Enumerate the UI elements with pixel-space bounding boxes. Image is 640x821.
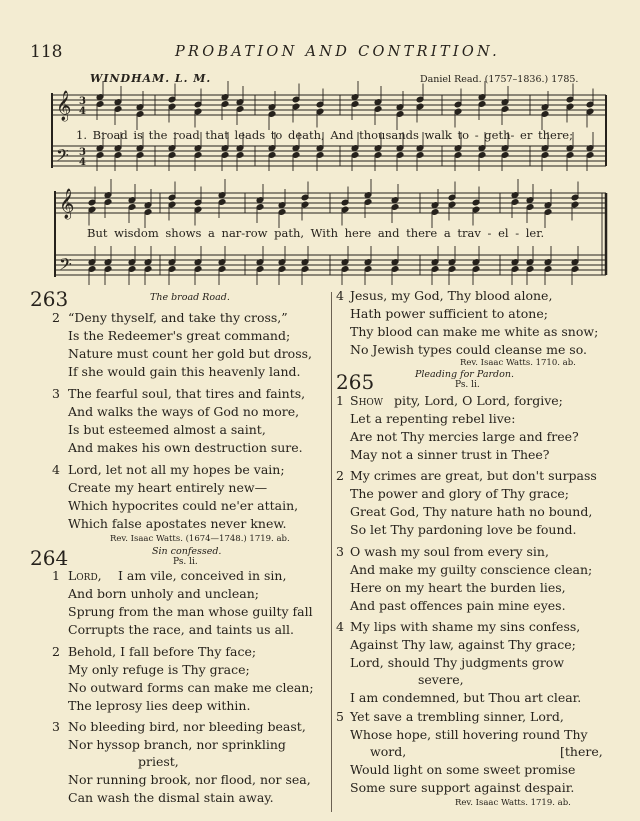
svg-text:3: 3 <box>79 147 86 158</box>
verse-number: 2 <box>52 644 60 659</box>
verse-line: Which hypocrites could ne'er attain, <box>68 498 299 513</box>
treble-clef-icon: 𝄞 <box>59 189 75 219</box>
verse-line: No bleeding bird, nor bleeding beast, <box>68 719 306 734</box>
hymn-title: Sin confessed. <box>152 546 222 557</box>
verse-number: 3 <box>336 544 344 559</box>
bass-clef-icon: 𝄢 <box>59 254 72 278</box>
tune-composer: Daniel Read. (1757–1836.) 1785. <box>420 74 579 85</box>
verse-number: 2 <box>52 310 60 325</box>
verse-line: Jesus, my God, Thy blood alone, <box>350 288 553 303</box>
verse-line: My lips with shame my sins confess, <box>350 619 581 634</box>
verse-line: Lord, let not all my hopes be vain; <box>68 462 285 477</box>
hymn-psalm: Ps. li. <box>455 380 480 390</box>
music-score <box>0 0 640 290</box>
verse-line: Nor hyssop branch, nor sprinkling <box>68 737 286 752</box>
verse-line: Are not Thy mercies large and free? <box>350 429 579 444</box>
verse-number: 1 <box>52 568 60 583</box>
hymn-title: Pleading for Pardon. <box>415 369 514 380</box>
verse-line: Some sure support against despair. <box>350 780 575 795</box>
verse-number: 1 <box>336 393 344 408</box>
verse-line: “Deny thyself, and take thy cross,” <box>68 310 288 325</box>
verse-number: 3 <box>52 386 60 401</box>
verse-line: Great God, Thy nature hath no bound, <box>350 504 593 519</box>
verse-line: I am vile, conceived in sin, <box>118 568 287 583</box>
verse-line: My only refuge is Thy grace; <box>68 662 250 677</box>
verse-number: 4 <box>336 288 344 303</box>
verse-line: Nor running brook, nor flood, nor sea, <box>68 772 311 787</box>
verse-first-word: Show <box>350 393 384 408</box>
staff-lines-1a <box>52 95 606 115</box>
staff-lines-2b <box>55 255 606 275</box>
verse-line: And born unholy and unclean; <box>68 586 259 601</box>
svg-text:3: 3 <box>79 96 86 107</box>
verse-line: Would light on some sweet promise <box>350 762 576 777</box>
hymn-number: 265 <box>336 370 375 394</box>
verse-line: Hath power sufficient to atone; <box>350 306 548 321</box>
verse-line: And past offences pain mine eyes. <box>350 598 566 613</box>
staff-lines-2a <box>55 193 606 213</box>
verse-line: May not a sinner trust in Thee? <box>350 447 550 462</box>
verse-line: The fearful soul, that tires and faints, <box>68 386 306 401</box>
verse-line: And makes his own destruction sure. <box>68 440 303 455</box>
svg-text:4: 4 <box>79 106 86 117</box>
verse-line: pity, Lord, O Lord, forgive; <box>394 393 563 408</box>
verse-line: I am condemned, but Thou art clear. <box>350 690 582 705</box>
verse-line: The power and glory of Thy grace; <box>350 486 569 501</box>
verse-line: word, <box>370 744 407 759</box>
hymn-attribution: Rev. Isaac Watts. 1710. ab. <box>460 358 576 368</box>
verse-number: 2 <box>336 468 344 483</box>
verse-line: Is the Redeemer's great command; <box>68 328 291 343</box>
verse-line: Behold, I fall before Thy face; <box>68 644 257 659</box>
bass-clef-icon: 𝄢 <box>56 145 69 169</box>
verse-line: Thy blood can make me white as snow; <box>350 324 599 339</box>
verse-line: Yet save a trembling sinner, Lord, <box>350 709 564 724</box>
staff-lines-1b <box>52 146 606 166</box>
verse-line: Corrupts the race, and taints us all. <box>68 622 294 637</box>
tune-lyrics-line-2: But wisdom shows a nar-row path, With here and there a trav - el - ler. <box>87 226 545 240</box>
verse-line: No Jewish types could cleanse me so. <box>350 342 588 357</box>
tune-name: WINDHAM. L. M. <box>90 72 212 85</box>
verse-line: Here on my heart the burden lies, <box>350 580 566 595</box>
verse-line: Let a repenting rebel live: <box>350 411 516 426</box>
verse-line: If she would gain this heavenly land. <box>68 364 301 379</box>
hymn-title: The broad Road. <box>150 292 230 303</box>
verse-number: 5 <box>336 709 344 724</box>
verse-line: Against Thy law, against Thy grace; <box>350 637 576 652</box>
verse-line: Lord, should Thy judgments grow <box>350 655 565 670</box>
running-head: PROBATION AND CONTRITION. <box>175 44 501 60</box>
verse-line: Whose hope, still hovering round Thy <box>350 727 588 742</box>
verse-line: Nature must count her gold but dross, <box>68 346 313 361</box>
treble-clef-icon: 𝄞 <box>56 91 72 121</box>
verse-line: O wash my soul from every sin, <box>350 544 549 559</box>
verse-line: And make my guilty conscience clean; <box>350 562 593 577</box>
verse-line: [there, <box>560 744 603 759</box>
verse-first-word: Lord, <box>68 568 102 583</box>
hymn-number: 264 <box>30 546 69 570</box>
verse-line: priest, <box>138 754 179 769</box>
hymn-attribution: Rev. Isaac Watts. (1674—1748.) 1719. ab. <box>110 534 290 544</box>
verse-number: 4 <box>52 462 60 477</box>
verse-number: 4 <box>336 619 344 634</box>
hymn-number: 263 <box>30 287 69 311</box>
verse-line: Is but esteemed almost a saint, <box>68 422 266 437</box>
hymn-attribution: Rev. Isaac Watts. 1719. ab. <box>455 798 571 808</box>
tune-lyrics-line-1: 1. Broad is the road that leads to death, And thousands walk to - geth- er there; <box>76 128 573 142</box>
verse-line: Which false apostates never knew. <box>68 516 287 531</box>
verse-line: My crimes are great, but don't surpass <box>350 468 597 483</box>
verse-line: And walks the ways of God no more, <box>68 404 300 419</box>
verse-line: The leprosy lies deep within. <box>68 698 251 713</box>
verse-line: severe, <box>418 672 464 687</box>
svg-text:4: 4 <box>79 157 86 168</box>
verse-line: No outward forms can make me clean; <box>68 680 314 695</box>
verse-line: Can wash the dismal stain away. <box>68 790 274 805</box>
column-divider <box>331 292 332 812</box>
verse-number: 3 <box>52 719 60 734</box>
hymn-psalm: Ps. li. <box>173 557 198 567</box>
verse-line: So let Thy pardoning love be found. <box>350 522 577 537</box>
verse-line: Create my heart entirely new— <box>68 480 268 495</box>
verse-line: Sprung from the man whose guilty fall <box>68 604 313 619</box>
page-number: 118 <box>30 42 63 62</box>
